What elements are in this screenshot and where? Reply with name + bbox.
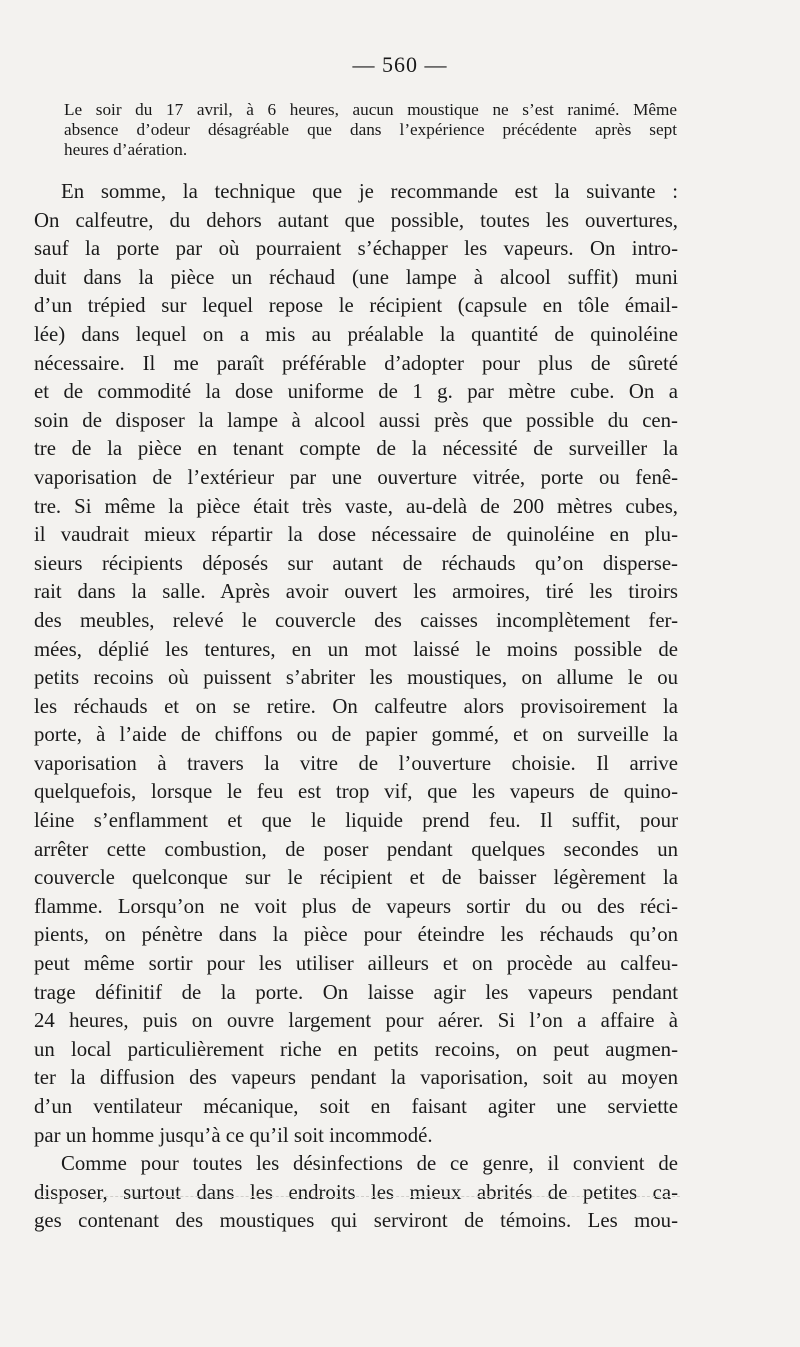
main-text: [34, 178, 678, 1236]
main-line-10: tre de la pièce en tenant compte de la nécessité de surveiller la: [34, 437, 678, 461]
main-line-7: nécessaire. Il me paraît préférable d’adopter pour plus de sûreté: [34, 351, 678, 375]
small-line-3: heures d’aération.: [64, 140, 188, 159]
main-line-18: petits recoins où puissent s’abriter les moustiques, on allume le ou: [34, 666, 678, 690]
small-line-2: absence d’odeur désagréable que dans l’expérience précédente après sept: [64, 120, 677, 139]
main-line-36: disposer, surtout dans les endroits les mieux abrités de petites ca-: [34, 1180, 678, 1204]
main-line-3: sauf la porte par où pourraient s’échapper les vapeurs. On intro-: [34, 237, 678, 261]
main-line-8: et de commodité la dose uniforme de 1 g. par mètre cube. On a: [34, 380, 678, 404]
main-line-1: En somme, la technique que je recommande est la suivante :: [61, 180, 678, 203]
main-line-20: porte, à l’aide de chiffons ou de papier gommé, et on surveille la: [34, 723, 678, 747]
main-line-30: 24 heures, puis on ouvre largement pour aérer. Si l’on a affaire à: [34, 1009, 678, 1033]
main-line-17: mées, déplié les tentures, en un mot laissé le moins possible de: [34, 637, 678, 661]
small-paragraph: [34, 100, 677, 160]
main-line-19: les réchauds et on se retire. On calfeutre alors provisoirement la: [34, 694, 678, 718]
main-line-31: un local particulièrement riche en petits recoins, on peut augmen-: [34, 1037, 678, 1061]
main-line-27: pients, on pénètre dans la pièce pour éteindre les réchauds qu’on: [34, 923, 678, 947]
page-number: — 560 —: [352, 52, 448, 77]
main-line-11: vaporisation de l’extérieur par une ouverture vitrée, porte ou fenê-: [34, 465, 678, 489]
main-line-22: quelquefois, lorsque le feu est trop vif, que les vapeurs de quino-: [34, 780, 678, 804]
main-line-2: On calfeutre, du dehors autant que possible, toutes les ouvertures,: [34, 208, 678, 232]
main-line-24: arrêter cette combustion, de poser pendant quelques secondes un: [34, 837, 678, 861]
main-line-9: soin de disposer la lampe à alcool aussi près que possible du cen-: [34, 408, 678, 432]
main-line-28: peut même sortir pour les utiliser ailleurs et on procède au calfeu-: [34, 952, 678, 976]
main-line-34: par un homme jusqu’à ce qu’il soit incommodé.: [34, 1123, 433, 1147]
main-line-12: tre. Si même la pièce était très vaste, au-delà de 200 mètres cubes,: [34, 494, 678, 518]
main-line-15: rait dans la salle. Après avoir ouvert les armoires, tiré les tiroirs: [34, 580, 678, 604]
main-line-32: ter la diffusion des vapeurs pendant la vaporisation, soit au moyen: [34, 1066, 678, 1090]
main-line-21: vaporisation à travers la vitre de l’ouverture choisie. Il arrive: [34, 751, 678, 775]
main-line-26: flamme. Lorsqu’on ne voit plus de vapeurs sortir du ou des réci-: [34, 894, 678, 918]
small-line-1: Le soir du 17 avril, à 6 heures, aucun moustique ne s’est ranimé. Même: [64, 100, 677, 119]
page-bottom-rule: [40, 1196, 680, 1197]
main-line-37: ges contenant des moustiques qui serviront de témoins. Les mou-: [34, 1209, 678, 1233]
main-line-13: il vaudrait mieux répartir la dose nécessaire de quinoléine en plu-: [34, 523, 678, 547]
main-line-4: duit dans la pièce un réchaud (une lampe à alcool suffit) muni: [34, 265, 678, 289]
main-line-23: léine s’enflamment et que le liquide prend feu. Il suffit, pour: [34, 809, 678, 833]
main-line-25: couvercle quelconque sur le récipient et de baisser légèrement la: [34, 866, 678, 890]
main-line-16: des meubles, relevé le couvercle des caisses incomplètement fer-: [34, 608, 678, 632]
main-line-35: Comme pour toutes les désinfections de ce genre, il convient de: [61, 1152, 678, 1176]
main-line-5: d’un trépied sur lequel repose le récipient (capsule en tôle émail-: [34, 294, 678, 318]
main-line-14: sieurs récipients déposés sur autant de réchauds qu’on disperse-: [34, 551, 678, 575]
main-line-33: d’un ventilateur mécanique, soit en faisant agiter une serviette: [34, 1095, 678, 1118]
main-line-29: trage définitif de la porte. On laisse agir les vapeurs pendant: [34, 980, 678, 1004]
main-line-6: lée) dans lequel on a mis au préalable la quantité de quinoléine: [34, 322, 678, 346]
